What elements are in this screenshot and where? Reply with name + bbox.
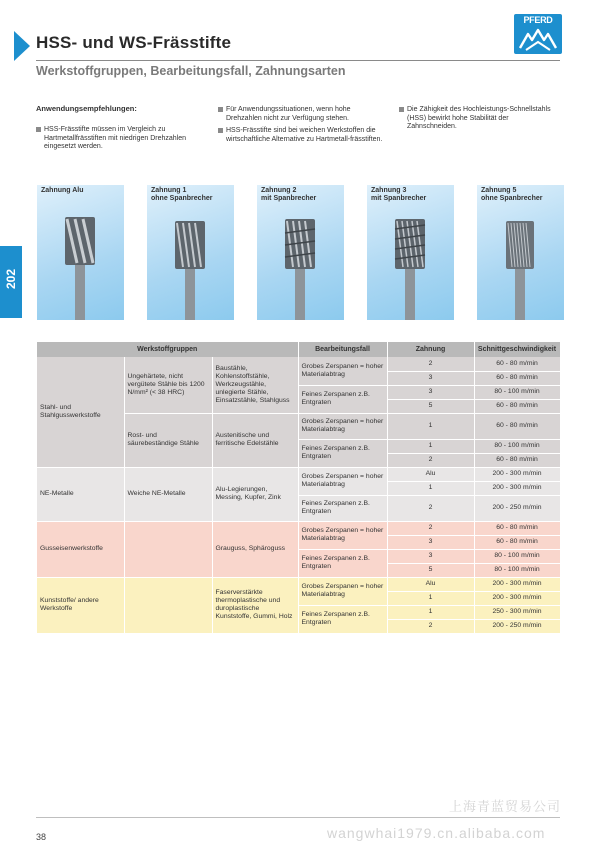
recommendation-item: HSS-Frässtifte müssen im Vergleich zu Hartmetallfrässtiften mit niedrigen Drehzahlen eingesetzt werden. bbox=[36, 126, 206, 152]
header-bearbeitungsfall: Bearbeitungsfall bbox=[298, 342, 387, 357]
tile-zahnung-1 bbox=[147, 185, 234, 320]
speed-cell: 200 - 300 m/min bbox=[474, 467, 560, 481]
zahnung-cell: Alu bbox=[387, 577, 474, 591]
chapter-number: 202 bbox=[4, 268, 18, 290]
material-alu-legierungen: Alu-Legierungen, Messing, Kupfer, Zink bbox=[212, 467, 298, 521]
zahnung-cell: 3 bbox=[387, 385, 474, 399]
footer-divider bbox=[36, 817, 560, 818]
material-baustaehle: Baustähle, Kohlenstoffstähle, Werkzeugstähle, unlegierte Stähle, Einsatzstähle, Stahlguss bbox=[212, 357, 298, 413]
watermark-company: 上海青蓝贸易公司 bbox=[449, 799, 562, 814]
zahnung-cell: 2 bbox=[387, 521, 474, 535]
speed-cell: 60 - 80 m/min bbox=[474, 521, 560, 535]
tile-title: Zahnung 5 bbox=[481, 187, 517, 194]
speed-cell: 80 - 100 m/min bbox=[474, 563, 560, 577]
zahnung-cell: 5 bbox=[387, 399, 474, 413]
zahnung-cell: 3 bbox=[387, 371, 474, 385]
bullet-icon bbox=[218, 107, 223, 112]
zahnung-cell: 1 bbox=[387, 439, 474, 453]
speed-cell: 80 - 100 m/min bbox=[474, 549, 560, 563]
header-werkstoffgruppen: Werkstoffgruppen bbox=[37, 342, 298, 357]
burr-zahnung-5-icon bbox=[477, 185, 564, 320]
burr-alu-icon bbox=[37, 185, 124, 320]
page-subtitle: Werkstoffgruppen, Bearbeitungsfall, Zahnungsarten bbox=[36, 64, 346, 78]
bullet-icon bbox=[36, 127, 41, 132]
material-table bbox=[37, 342, 561, 634]
header-schnittgeschwindigkeit: Schnittgeschwindigkeit bbox=[474, 342, 560, 357]
zahnung-cell: 3 bbox=[387, 535, 474, 549]
case-grob: Grobes Zerspanen = hoher Materialabtrag bbox=[298, 577, 387, 605]
speed-cell: 80 - 100 m/min bbox=[474, 439, 560, 453]
watermark-url: wangwhai1979.cn.alibaba.com bbox=[327, 825, 546, 841]
case-fein: Feines Zerspanen z.B. Entgraten bbox=[298, 549, 387, 577]
zahnung-cell: 2 bbox=[387, 495, 474, 521]
bullet-icon bbox=[218, 128, 223, 133]
speed-cell: 60 - 80 m/min bbox=[474, 413, 560, 439]
title-chevron-icon bbox=[14, 31, 30, 61]
group-kunststoffe: Kunststoffe/ andere Werkstoffe bbox=[37, 577, 124, 633]
speed-cell: 60 - 80 m/min bbox=[474, 371, 560, 385]
case-grob: Grobes Zerspanen = hoher Materialabtrag bbox=[298, 413, 387, 439]
recommendation-item: Für Anwendungssituationen, wenn hohe Drehzahlen nicht zur Verfügung stehen. bbox=[218, 106, 388, 123]
group-ne-metalle: NE-Metalle bbox=[37, 467, 124, 521]
zahnung-cell: 2 bbox=[387, 357, 474, 371]
header-zahnung: Zahnung bbox=[387, 342, 474, 357]
speed-cell: 60 - 80 m/min bbox=[474, 357, 560, 371]
case-grob: Grobes Zerspanen = hoher Materialabtrag bbox=[298, 521, 387, 549]
page-number: 38 bbox=[36, 832, 47, 842]
zahnung-cell: 1 bbox=[387, 605, 474, 619]
zahnung-cell: 2 bbox=[387, 619, 474, 633]
case-fein: Feines Zerspanen z.B. Entgraten bbox=[298, 439, 387, 467]
burr-zahnung-1-icon bbox=[147, 185, 234, 320]
title-divider bbox=[36, 60, 560, 61]
tile-title: Zahnung 2 bbox=[261, 187, 297, 194]
subgroup-gusseisen-empty bbox=[124, 521, 212, 577]
chapter-tab bbox=[0, 246, 22, 318]
recommendations-heading: Anwendungsempfehlungen: bbox=[36, 104, 137, 113]
speed-cell: 60 - 80 m/min bbox=[474, 535, 560, 549]
subgroup-weiche-ne: Weiche NE-Metalle bbox=[124, 467, 212, 521]
speed-cell: 250 - 300 m/min bbox=[474, 605, 560, 619]
speed-cell: 200 - 250 m/min bbox=[474, 495, 560, 521]
case-fein: Feines Zerspanen z.B. Entgraten bbox=[298, 605, 387, 633]
subgroup-kunststoffe-empty bbox=[124, 577, 212, 633]
speed-cell: 200 - 300 m/min bbox=[474, 591, 560, 605]
zahnung-cell: 1 bbox=[387, 481, 474, 495]
tile-zahnung-5 bbox=[477, 185, 564, 320]
zahnung-cell: Alu bbox=[387, 467, 474, 481]
tile-subtitle: ohne Spanbrecher bbox=[151, 195, 213, 202]
zahnung-cell: 1 bbox=[387, 413, 474, 439]
page-title: HSS- und WS-Frässtifte bbox=[36, 33, 232, 52]
case-fein: Feines Zerspanen z.B. Entgraten bbox=[298, 385, 387, 413]
speed-cell: 200 - 300 m/min bbox=[474, 481, 560, 495]
recommendation-item: HSS-Frässtifte sind bei weichen Werkstoffen die wirtschaftliche Alternative zu Hartmetall-frässtiften. bbox=[218, 127, 388, 144]
material-faserverstaerkt: Faserverstärkte thermoplastische und duroplastische Kunststoffe, Gummi, Holz bbox=[212, 577, 298, 633]
zahnung-cell: 5 bbox=[387, 563, 474, 577]
material-grauguss: Grauguss, Sphäroguss bbox=[212, 521, 298, 577]
tile-title: Zahnung 1 bbox=[151, 187, 187, 194]
speed-cell: 200 - 250 m/min bbox=[474, 619, 560, 633]
recommendation-item: Die Zähigkeit des Hochleistungs-Schnellstahls (HSS) bewirkt hohe Stabilität der Zahnschneiden. bbox=[399, 106, 559, 132]
tile-subtitle: mit Spanbrecher bbox=[261, 195, 317, 202]
pferd-logo bbox=[514, 14, 562, 54]
burr-zahnung-3-icon bbox=[367, 185, 454, 320]
case-grob: Grobes Zerspanen = hoher Materialabtrag bbox=[298, 357, 387, 385]
zahnung-cell: 1 bbox=[387, 591, 474, 605]
speed-cell: 60 - 80 m/min bbox=[474, 399, 560, 413]
speed-cell: 60 - 80 m/min bbox=[474, 453, 560, 467]
tile-title: Zahnung 3 bbox=[371, 187, 407, 194]
tile-title: Zahnung Alu bbox=[41, 187, 84, 194]
tile-zahnung-3 bbox=[367, 185, 454, 320]
burr-zahnung-2-icon bbox=[257, 185, 344, 320]
zahnung-cell: 3 bbox=[387, 549, 474, 563]
group-stahl: Stahl- und Stahlgusswerkstoffe bbox=[37, 357, 124, 467]
case-grob: Grobes Zerspanen = hoher Materialabtrag bbox=[298, 467, 387, 495]
zahnung-cell: 2 bbox=[387, 453, 474, 467]
case-fein: Feines Zerspanen z.B. Entgraten bbox=[298, 495, 387, 521]
speed-cell: 80 - 100 m/min bbox=[474, 385, 560, 399]
material-austenitisch: Austenitische und ferritische Edelstähle bbox=[212, 413, 298, 467]
tile-zahnung-alu bbox=[37, 185, 124, 320]
tile-zahnung-2 bbox=[257, 185, 344, 320]
horse-logo-icon bbox=[518, 26, 558, 52]
bullet-icon bbox=[399, 107, 404, 112]
speed-cell: 200 - 300 m/min bbox=[474, 577, 560, 591]
subgroup-ungehaertet: Ungehärtete, nicht vergütete Stähle bis 1200 N/mm² (< 38 HRC) bbox=[124, 357, 212, 413]
tile-subtitle: mit Spanbrecher bbox=[371, 195, 427, 202]
group-gusseisen: Gusseisenwerkstoffe bbox=[37, 521, 124, 577]
tile-subtitle: ohne Spanbrecher bbox=[481, 195, 543, 202]
subgroup-rostbestaendig: Rost- und säurebeständige Stähle bbox=[124, 413, 212, 467]
logo-text: PFERD bbox=[523, 15, 553, 25]
